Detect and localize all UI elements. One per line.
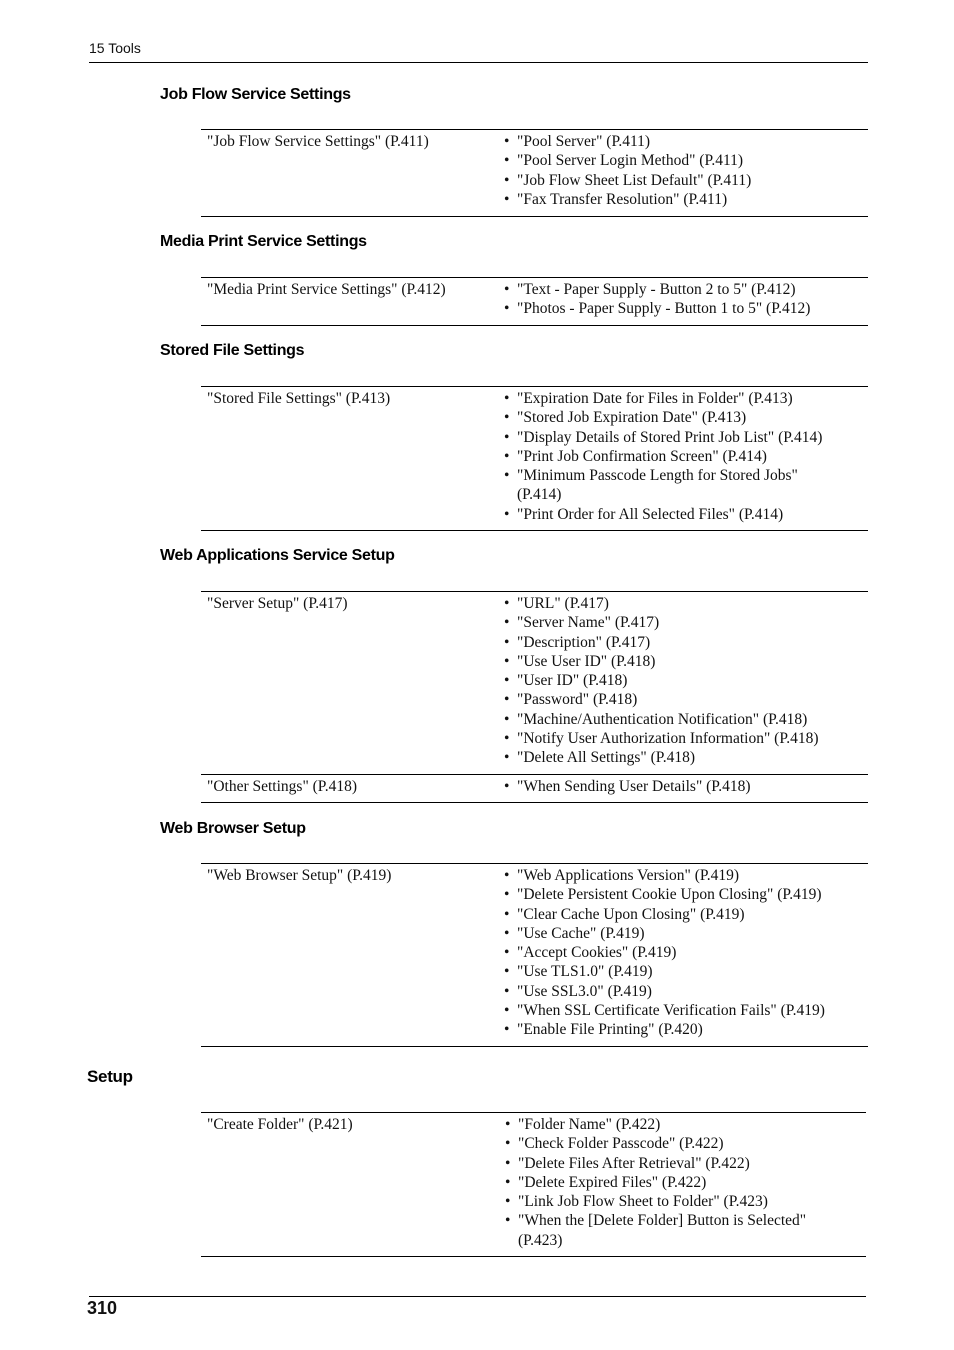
list-item: • "Password" (P.418) [504,690,868,709]
section-heading: Media Print Service Settings [160,233,367,250]
table-row [201,129,868,217]
section-heading: Stored File Settings [160,342,305,359]
list-item: • "Text - Paper Supply - Button 2 to 5" (P.412) [504,280,868,299]
list-item: • "When the [Delete Folder] Button is Selected" (P.423) [505,1211,843,1250]
list-item: • "Print Order for All Selected Files" (P.414) [504,505,868,524]
settings-table [201,277,868,326]
list-item: • "Expiration Date for Files in Folder" (P.413) [504,389,868,408]
item-list [504,387,868,524]
list-item: • "Use Cache" (P.419) [504,924,868,943]
list-item: • "User ID" (P.418) [504,671,868,690]
settings-table [201,1112,866,1257]
row-label: "Other Settings" (P.418) [207,778,357,795]
list-item: • "Minimum Passcode Length for Stored Jobs" (P.414) [504,466,837,505]
list-item: • "Job Flow Sheet List Default" (P.411) [504,171,868,190]
row-label: "Stored File Settings" (P.413) [207,390,391,407]
list-item: • "Photos - Paper Supply - Button 1 to 5" (P.412) [504,299,868,318]
item-list [505,1113,866,1250]
table-row [201,774,868,803]
list-item: • "Use User ID" (P.418) [504,652,868,671]
row-label: "Media Print Service Settings" (P.412) [207,281,446,298]
list-item: • "Delete All Settings" (P.418) [504,748,868,767]
table-row [201,386,868,531]
list-item: • "Pool Server" (P.411) [504,132,868,151]
chapter-header: 15 Tools [89,40,141,56]
list-item: • "Web Applications Version" (P.419) [504,866,868,885]
row-label: "Web Browser Setup" (P.419) [207,867,392,884]
item-list [504,775,868,796]
settings-table [201,591,868,803]
list-item: • "Check Folder Passcode" (P.422) [505,1134,866,1153]
row-label: "Create Folder" (P.421) [207,1116,353,1133]
list-item: • "When Sending User Details" (P.418) [504,777,868,796]
list-item: • "Delete Persistent Cookie Upon Closing" (P.419) [504,885,868,904]
section-heading: Web Browser Setup [160,820,306,837]
list-item: • "Description" (P.417) [504,633,868,652]
section-heading: Web Applications Service Setup [160,547,395,564]
list-item: • "Fax Transfer Resolution" (P.411) [504,190,868,209]
list-item: • "URL" (P.417) [504,594,868,613]
settings-table [201,129,868,217]
list-item: • "Use TLS1.0" (P.419) [504,962,868,981]
table-row [201,863,868,1047]
footer-divider [89,1296,866,1297]
item-list [504,864,868,1040]
page-number: 310 [87,1298,118,1318]
list-item: • "Accept Cookies" (P.419) [504,943,868,962]
list-item: • "Machine/Authentication Notification" (P.418) [504,710,868,729]
list-item: • "Link Job Flow Sheet to Folder" (P.423) [505,1192,866,1211]
table-row [201,1112,866,1257]
list-item: • "Pool Server Login Method" (P.411) [504,151,868,170]
item-list [504,592,868,768]
header-divider [89,62,868,63]
row-label: "Job Flow Service Settings" (P.411) [207,133,429,150]
list-item: • "Display Details of Stored Print Job List" (P.414) [504,428,868,447]
settings-table [201,386,868,531]
list-item: • "Stored Job Expiration Date" (P.413) [504,408,868,427]
list-item: • "Folder Name" (P.422) [505,1115,866,1134]
list-item: • "Use SSL3.0" (P.419) [504,982,868,1001]
list-item: • "Clear Cache Upon Closing" (P.419) [504,905,868,924]
list-item: • "Server Name" (P.417) [504,613,868,632]
list-item: • "Print Job Confirmation Screen" (P.414) [504,447,868,466]
row-label: "Server Setup" (P.417) [207,595,348,612]
table-row [201,591,868,774]
settings-table [201,863,868,1047]
list-item: • "Notify User Authorization Information" (P.418) [504,729,868,748]
list-item: • "When SSL Certificate Verification Fails" (P.419) [504,1001,868,1020]
list-item: • "Enable File Printing" (P.420) [504,1020,868,1039]
item-list [504,130,868,209]
table-row [201,277,868,326]
section-heading: Setup [87,1067,133,1086]
section-heading: Job Flow Service Settings [160,86,351,103]
list-item: • "Delete Files After Retrieval" (P.422) [505,1154,866,1173]
list-item: • "Delete Expired Files" (P.422) [505,1173,866,1192]
item-list [504,278,868,319]
